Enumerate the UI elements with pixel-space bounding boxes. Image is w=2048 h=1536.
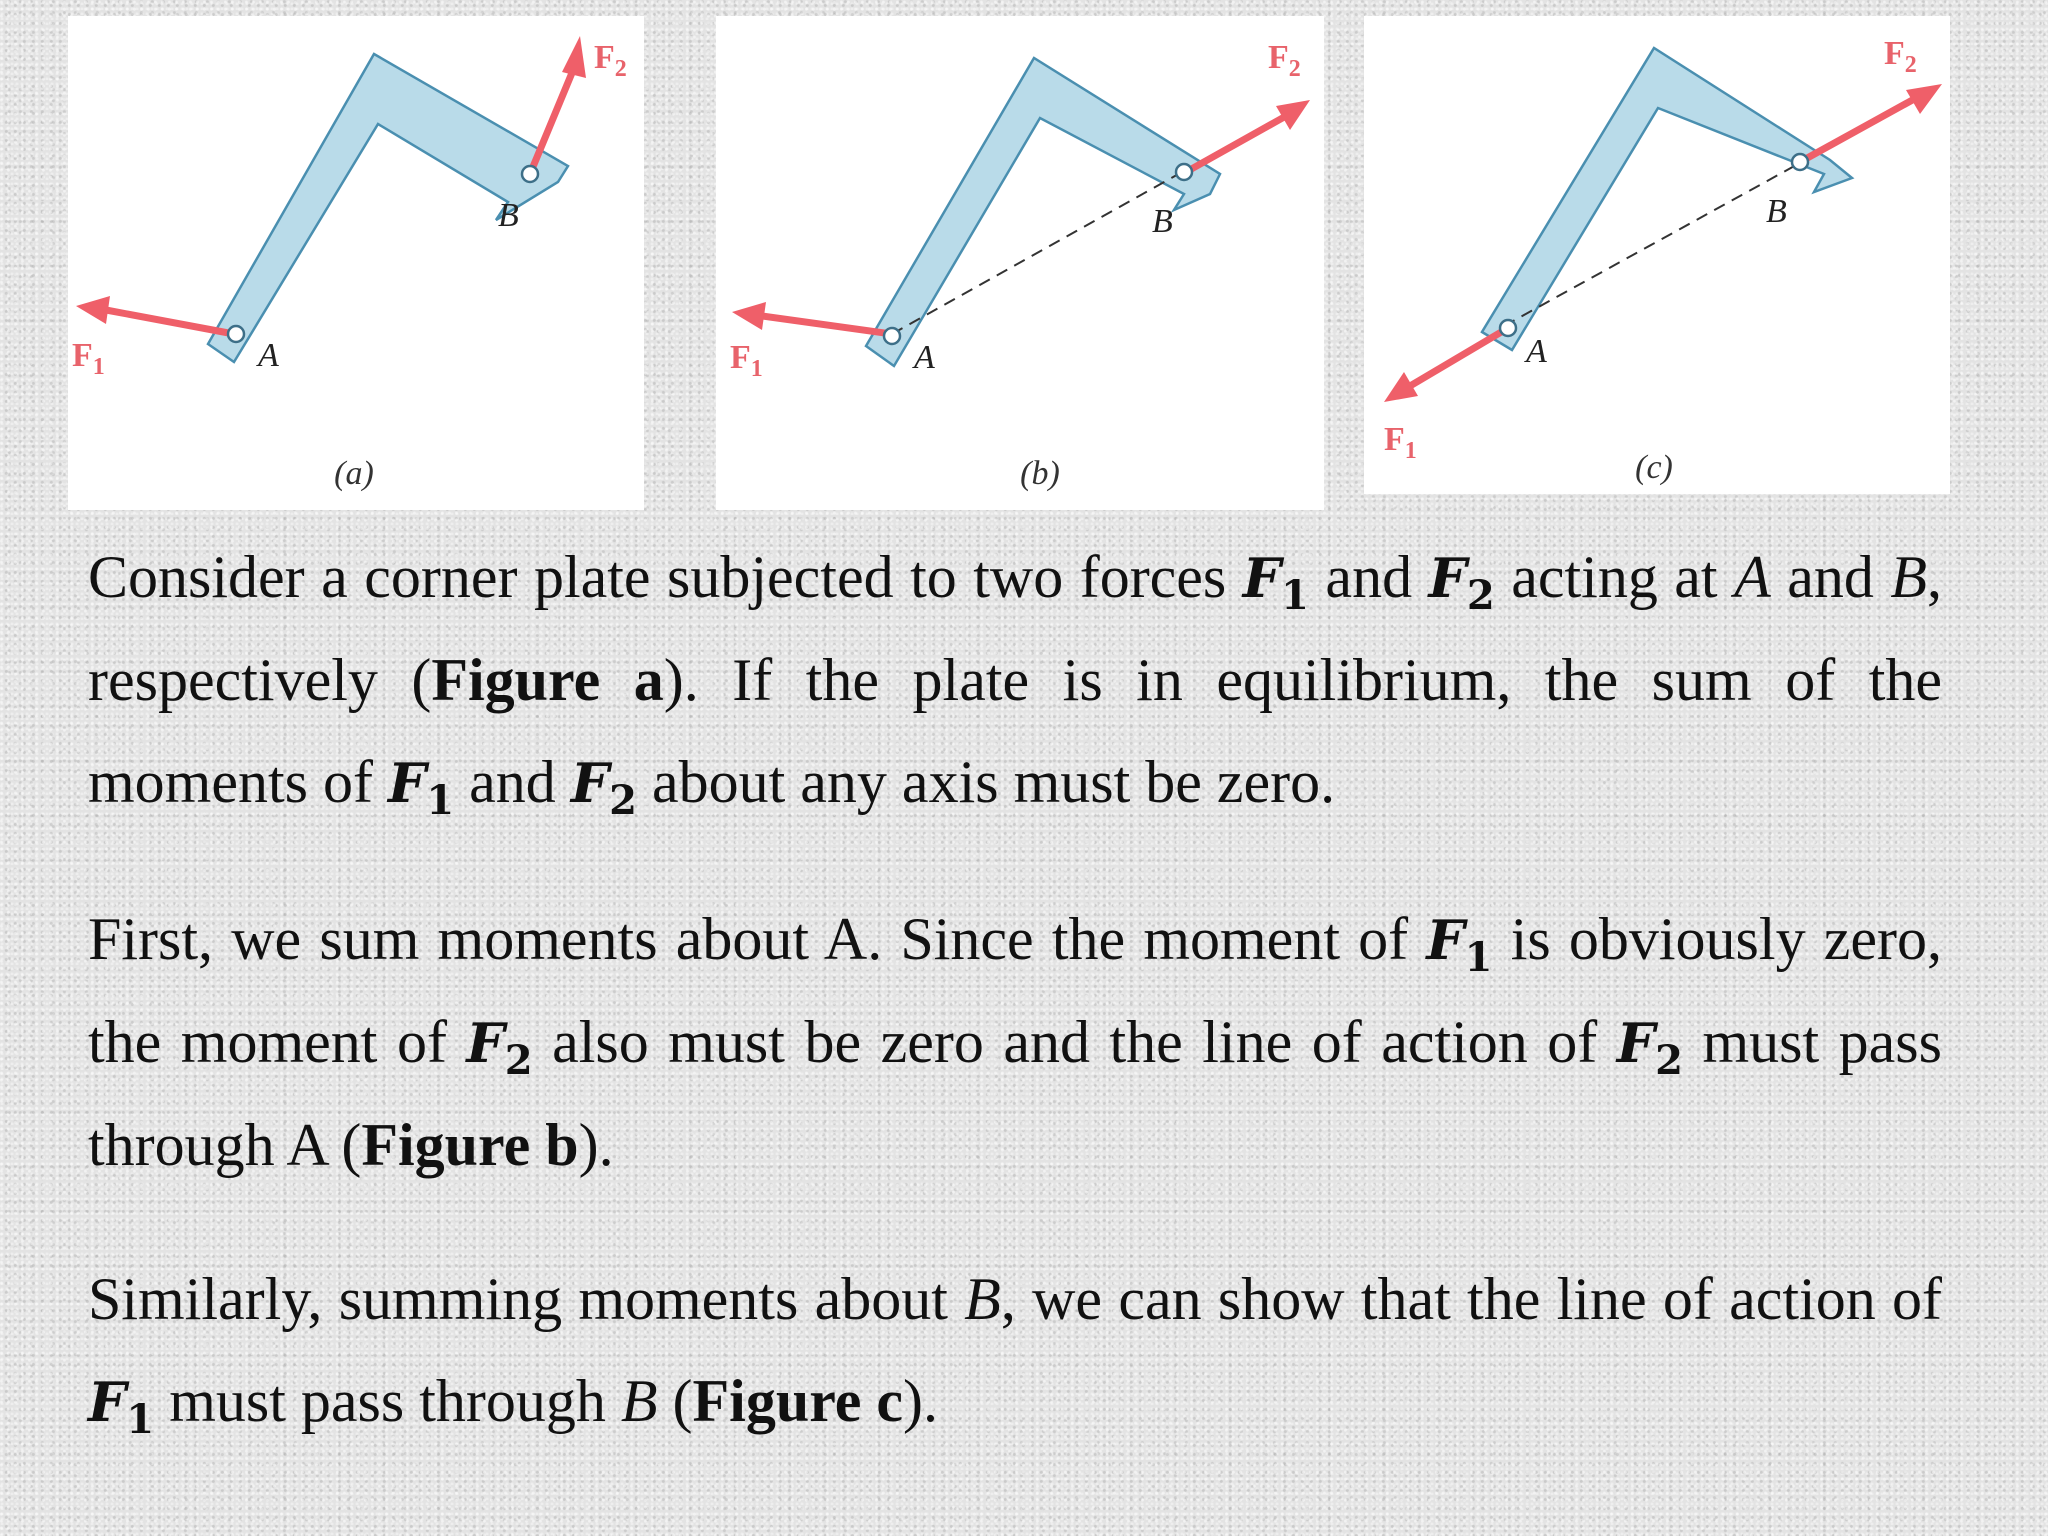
figure-reference: Figure b <box>361 1112 579 1178</box>
point-a-ref: A <box>1734 544 1771 610</box>
figure-a-panel <box>68 16 644 510</box>
pin-b <box>1176 164 1192 180</box>
figure-reference: Figure a <box>431 647 664 713</box>
force-f2-arrow <box>1186 116 1286 172</box>
caption-b: (b) <box>1020 455 1060 492</box>
caption-a: (a) <box>334 455 374 492</box>
label-force-2: $F_2$ <box>1268 39 1301 82</box>
force-vector-f2: $F_2$ <box>570 751 637 824</box>
figure-a-diagram <box>68 16 644 510</box>
force-f2-arrow <box>1800 98 1916 162</box>
force-f1-arrow <box>762 316 892 334</box>
label-force-1: $F_1$ <box>1384 421 1417 464</box>
pin-b <box>522 166 538 182</box>
force-f2-arrowhead <box>1906 84 1942 114</box>
label-point-b: B <box>1766 193 1787 230</box>
force-f2-arrowhead <box>562 36 586 78</box>
label-force-1: $F_1$ <box>72 337 105 380</box>
point-b-ref: B <box>620 1368 658 1434</box>
figure-reference: Figure c <box>692 1368 903 1434</box>
force-vector-f1: $F_1$ <box>88 1370 155 1443</box>
caption-c: (c) <box>1635 449 1673 486</box>
force-vector-f1: $F_1$ <box>1426 908 1493 981</box>
point-b-ref: B <box>1890 544 1927 610</box>
label-point-a: A <box>1526 333 1547 370</box>
force-f1-arrowhead <box>76 296 110 324</box>
force-f1-arrow <box>1410 328 1508 386</box>
pin-a <box>228 326 244 342</box>
force-vector-f2: $F_2$ <box>466 1011 533 1084</box>
figure-c-diagram <box>1364 16 1950 494</box>
force-f1-arrowhead <box>732 302 766 330</box>
pin-a <box>884 328 900 344</box>
figure-b-diagram <box>716 16 1324 510</box>
pin-a <box>1500 320 1516 336</box>
label-point-a: A <box>914 339 935 376</box>
pin-b <box>1792 154 1808 170</box>
label-force-2: $F_2$ <box>1884 35 1917 78</box>
label-point-b: B <box>498 197 519 234</box>
point-b-ref: B <box>964 1266 1001 1332</box>
figure-c-panel <box>1364 16 1950 494</box>
force-vector-f1: $F_1$ <box>1242 546 1309 619</box>
figure-b-panel <box>716 16 1324 510</box>
label-point-a: A <box>258 337 279 374</box>
force-vector-f2: $F_2$ <box>1616 1011 1683 1084</box>
label-force-2: $F_2$ <box>594 39 627 82</box>
label-point-b: B <box>1152 203 1173 240</box>
paragraph-moments-about-a: First, we sum moments about A. Since the moment of $F_1$ is obviously zero, the moment of $F_2$ also must be zero and the line of action of $F_2$ must pass through A (Figure b). <box>88 906 1942 1178</box>
paragraph-moments-about-b: Similarly, summing moments about B, we can show that the line of action of $F_1$ must pass through B (Figure c). <box>88 1266 1942 1443</box>
label-force-1: $F_1$ <box>730 339 763 382</box>
force-f1-arrow <box>106 310 234 334</box>
corner-plate <box>1482 48 1852 350</box>
force-vector-f1: $F_1$ <box>387 751 455 824</box>
paragraph-equilibrium: Consider a corner plate subjected to two forces $F_1$ and $F_2$ acting at A and B, respectively (Figure a). If the plate is in equilibrium, the sum of the moments of $F_1$ and $F_2$ about any axis must be zero. <box>88 544 1942 824</box>
force-vector-f2: $F_2$ <box>1428 546 1495 619</box>
